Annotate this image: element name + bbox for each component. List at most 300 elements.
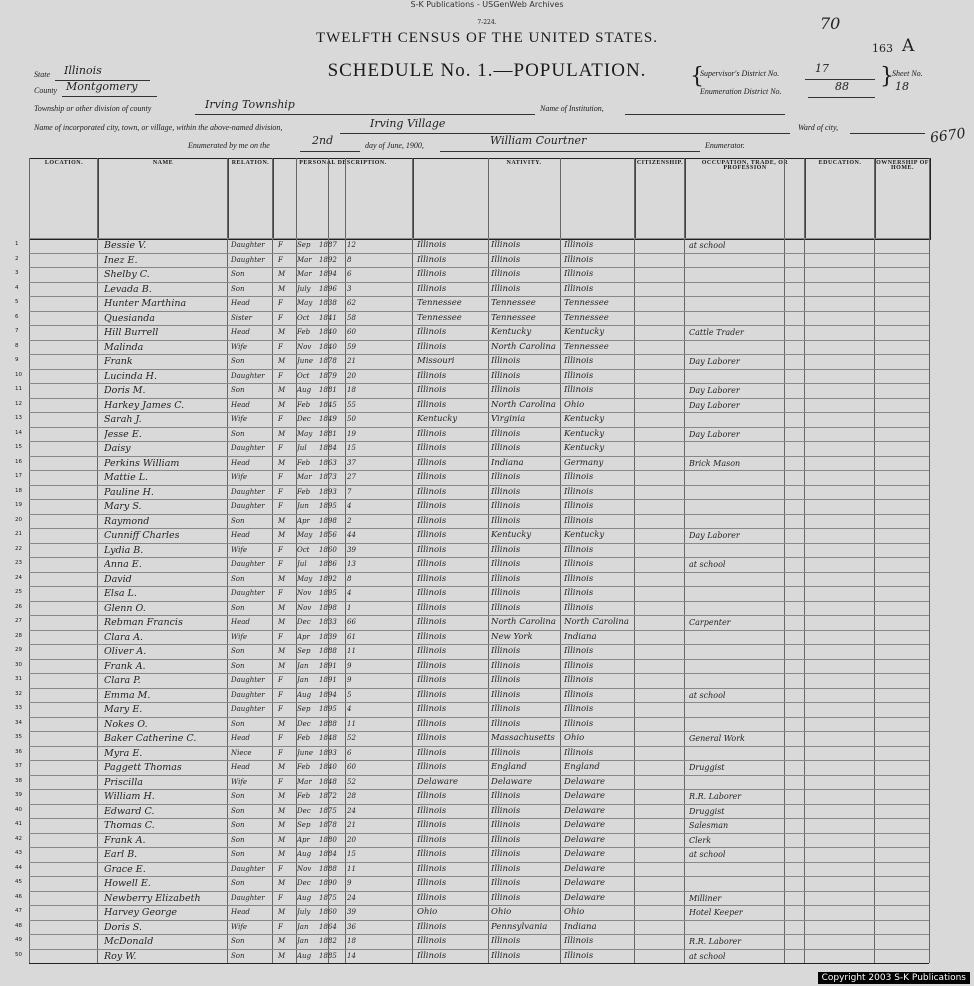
cell-sex: F [278,241,283,249]
cell-bp: Delaware [417,776,459,787]
cell-name: Grace E. [104,863,146,875]
cell-name: Cunniff Charles [104,530,180,541]
cell-mo: Aug [297,951,312,960]
cell-rel: Son [231,270,245,278]
cell-age: 66 [347,618,356,626]
cell-yr: 1833 [319,618,337,626]
county-value: Montgomery [66,80,138,93]
cell-fbp: Illinois [491,805,521,816]
cell-bp: Illinois [417,675,447,685]
cell-fbp: Illinois [491,443,521,453]
cell-yr: 1891 [319,661,337,670]
cell-occ: Day Laborer [689,386,740,395]
cell-age: 15 [347,444,356,452]
cell-age: 19 [347,429,356,438]
cell-sex: M [278,647,286,655]
cell-age: 4 [347,705,352,713]
cell-mbp: Tennessee [564,341,609,352]
cell-name: Quesianda [104,312,155,324]
cell-age: 9 [347,676,352,684]
cell-fbp: Pennsylvania [491,921,548,932]
cell-rel: Son [231,574,245,583]
cell-bp: Illinois [417,878,447,888]
cell-sex: F [278,560,283,568]
row-number: 4 [15,284,19,291]
row-number: 21 [15,531,22,537]
cell-rel: Head [231,734,250,742]
cell-mbp: Kentucky [564,428,605,439]
cell-mbp: Illinois [564,689,594,700]
cell-rel: Son [231,357,245,365]
cell-rel: Wife [231,922,248,931]
cell-fbp: Virginia [491,414,526,424]
cell-mbp: Delaware [564,820,606,830]
township-value: Irving Township [205,98,295,111]
cell-bp: Tennessee [417,312,462,323]
cell-mbp: Illinois [564,559,594,569]
cell-age: 24 [347,806,356,815]
cell-mbp: Delaware [564,878,606,888]
cell-rel: Son [231,879,245,887]
row-number: 7 [15,328,19,334]
cell-age: 62 [347,299,356,307]
cell-name: Daisy [104,443,131,454]
row-number: 20 [15,516,22,523]
cell-age: 60 [347,328,356,336]
row-number: 32 [15,690,22,697]
cell-mo: Sep [297,647,311,655]
row-number: 6 [15,313,19,320]
cell-mo: Jan [297,922,309,931]
cell-fbp: Illinois [491,704,521,714]
enumerator-label: Enumerator. [705,141,745,150]
cell-bp: Illinois [417,805,447,816]
cell-mo: Oct [297,545,310,554]
cell-age: 11 [347,719,356,728]
row-number: 47 [15,908,22,914]
cell-fbp: Illinois [491,675,521,685]
cell-bp: Illinois [417,704,447,714]
cell-occ: Carpenter [689,618,731,627]
cell-bp: Illinois [417,240,447,250]
cell-bp: Illinois [417,646,447,656]
cell-mbp: Delaware [564,776,606,787]
cell-rel: Son [231,719,245,728]
cell-yr: 1882 [319,937,337,945]
cell-sex: M [278,603,286,612]
row-number: 36 [15,748,22,755]
cell-age: 21 [347,357,356,365]
cell-fbp: Illinois [491,820,521,830]
cell-rel: Wife [231,473,248,481]
cell-yr: 1887 [319,241,337,249]
cell-mbp: Delaware [564,892,606,903]
row-number: 23 [15,560,22,566]
cell-yr: 1863 [319,458,337,467]
cell-age: 6 [347,270,352,278]
cell-sex: F [278,255,283,264]
cell-mbp: Illinois [564,718,594,729]
cell-mbp: Tennessee [564,312,609,323]
state-label: State [34,70,50,79]
cell-rel: Daughter [231,371,265,380]
cell-occ: Day Laborer [689,400,740,410]
cell-fbp: Illinois [491,878,521,888]
cell-fbp: Illinois [491,718,521,729]
cell-mo: Mar [297,270,312,278]
personal-header: PERSONAL DESCRIPTION. [273,159,414,239]
cell-fbp: North Carolina [491,399,556,410]
cell-bp: Illinois [417,254,447,265]
cell-name: Roy W. [104,950,137,962]
page-number: 163 [872,42,893,55]
cell-sex: M [278,719,286,728]
cell-name: Harvey George [104,907,178,918]
location-header: LOCATION. [30,159,99,239]
cell-name: Mary E. [104,704,143,715]
cell-sex: F [278,705,283,713]
cell-rel: Wife [231,632,248,641]
cell-mo: Aug [297,893,312,902]
cell-fbp: Illinois [491,544,521,555]
cell-age: 8 [347,255,352,264]
cell-sex: M [278,763,286,771]
row-number: 12 [15,400,22,407]
cell-age: 39 [347,908,356,916]
cell-fbp: Indiana [491,457,524,468]
cell-sex: F [278,487,283,496]
cell-sex: M [278,661,286,670]
cell-rel: Son [231,806,245,815]
cell-name: Edward C. [104,805,155,817]
cell-yr: 1881 [319,429,337,438]
cell-mo: Dec [297,719,311,728]
cell-yr: 1891 [319,676,337,684]
cell-rel: Niece [231,748,252,757]
cell-rel: Son [231,429,245,438]
row-number: 50 [15,951,22,958]
cell-rel: Son [231,603,245,612]
schedule-title: SCHEDULE No. 1.—POPULATION. [327,60,647,81]
cell-bp: Illinois [417,892,447,903]
cell-name: Mary S. [104,501,142,512]
nativity-header: NATIVITY. [413,159,636,239]
cell-name: Hunter Marthina [104,298,187,309]
cell-mbp: Delaware [564,849,606,859]
cell-name: Hill Burrell [104,327,159,338]
cell-mbp: Indiana [564,921,597,932]
row-number: 33 [15,705,22,711]
cell-mbp: Kentucky [564,443,605,453]
row-number: 35 [15,734,22,740]
cell-age: 50 [347,415,356,423]
occupation-header: OCCUPATION, TRADE, OR PROFESSION [685,159,806,239]
cell-bp: Illinois [417,269,447,279]
cell-age: 7 [347,487,352,496]
cell-sex: M [278,792,286,800]
cell-rel: Wife [231,415,248,423]
cell-fbp: Illinois [491,515,521,526]
cell-fbp: Illinois [491,573,521,584]
cell-fbp: Illinois [491,428,521,439]
cell-rel: Wife [231,777,248,786]
cell-rel: Daughter [231,893,265,902]
cell-mbp: Illinois [564,936,594,946]
cell-fbp: Illinois [491,849,521,859]
cell-mbp: Illinois [564,370,594,381]
cell-name: Oliver A. [104,646,147,657]
cell-fbp: Illinois [491,472,521,482]
publisher-header: S-K Publications - USGenWeb Archives [410,0,564,9]
cell-occ: at school [689,850,726,859]
cell-mbp: Illinois [564,675,594,685]
cell-sex: M [278,879,286,887]
cell-rel: Daughter [231,589,265,597]
row-number: 11 [15,386,22,392]
cell-mbp: Illinois [564,950,594,961]
cell-name: Nokes O. [104,718,148,730]
row-number: 14 [15,429,22,436]
cell-mo: May [297,574,313,583]
corner-number: 70 [820,14,841,33]
cell-fbp: Illinois [491,356,521,366]
cell-occ: General Work [689,734,745,743]
cell-yr: 1894 [319,270,337,278]
cell-mo: Sep [297,821,311,829]
cell-rel: Son [231,661,245,670]
cell-name: Clara P. [104,675,141,686]
row-number: 13 [15,415,22,421]
cell-sex: F [278,299,283,307]
cell-yr: 1896 [319,284,337,293]
cell-name: Paggett Thomas [104,762,182,773]
cell-yr: 1880 [319,835,337,844]
cell-sex: M [278,806,286,815]
cell-yr: 1892 [319,255,337,264]
cell-mbp: Delaware [564,805,606,816]
cell-yr: 1888 [319,864,337,873]
cell-age: 6 [347,748,352,757]
cell-yr: 1888 [319,719,337,728]
cell-rel: Daughter [231,676,265,684]
cell-fbp: Illinois [491,834,521,845]
cell-age: 20 [347,371,356,380]
cell-rel: Son [231,937,245,945]
cell-age: 55 [347,400,356,409]
cell-mo: Oct [297,371,310,380]
cell-bp: Missouri [417,356,455,366]
row-number: 1 [15,241,19,247]
row-number: 48 [15,922,22,929]
cell-yr: 1841 [319,313,337,322]
row-number: 49 [15,937,22,943]
cell-mo: Feb [297,458,311,467]
row-number: 31 [15,676,22,682]
cell-bp: Illinois [417,936,447,946]
census-title: TWELFTH CENSUS OF THE UNITED STATES. [315,30,659,46]
cell-fbp: Illinois [491,486,521,497]
row-number: 26 [15,603,22,610]
cell-rel: Daughter [231,241,265,249]
cell-yr: 1884 [319,444,337,452]
cell-yr: 1894 [319,690,337,699]
cell-age: 20 [347,835,356,844]
row-number: 34 [15,719,22,726]
ward-label: Ward of city, [798,123,839,132]
cell-bp: Illinois [417,921,447,932]
cell-fbp: Illinois [491,747,521,758]
cell-mbp: Illinois [564,515,594,526]
day-of-label: day of June, 1900, [365,141,424,150]
cell-bp: Illinois [417,385,447,395]
incorporated-value: Irving Village [370,117,446,130]
cell-name: Frank A. [104,660,146,672]
cell-rel: Son [231,516,245,525]
cell-rel: Son [231,821,245,829]
cell-yr: 1892 [319,574,337,583]
cell-sex: F [278,545,283,554]
cell-bp: Illinois [417,559,447,569]
cell-mbp: Indiana [564,631,597,642]
sheet-label: Sheet No. [892,69,923,78]
cell-mo: Feb [297,792,311,800]
cell-rel: Son [231,386,245,394]
row-number: 41 [15,821,22,827]
cell-yr: 1898 [319,603,337,612]
cell-mo: Aug [297,850,312,858]
cell-mbp: Illinois [564,501,594,511]
cell-mbp: Illinois [564,269,594,279]
cell-mbp: Illinois [564,573,594,584]
cell-bp: Illinois [417,689,447,700]
row-number: 16 [15,458,22,465]
cell-fbp: Illinois [491,240,521,250]
cell-mbp: Kentucky [564,414,605,424]
cell-fbp: Kentucky [491,327,532,337]
column-header-box [29,158,931,240]
cell-age: 12 [347,241,356,249]
row-number: 25 [15,589,22,595]
cell-age: 44 [347,531,356,539]
education-header: EDUCATION. [805,159,876,239]
cell-mo: Dec [297,618,311,626]
cell-sex: M [278,429,286,438]
cell-name: Priscilla [104,776,143,788]
cell-mo: Feb [297,400,311,409]
cell-age: 21 [347,821,356,829]
cell-yr: 1878 [319,357,337,365]
cell-mo: Sep [297,705,311,713]
row-number: 27 [15,618,22,624]
cell-mo: Feb [297,734,311,742]
cell-rel: Head [231,299,250,307]
enumeration-label: Enumeration District No. [700,87,782,96]
ownership-header: OWNERSHIP OF HOME. [876,160,929,171]
cell-age: 61 [347,632,356,641]
cell-fbp: Illinois [491,892,521,903]
cell-fbp: Tennessee [491,298,536,308]
cell-occ: Clerk [689,835,712,845]
cell-age: 58 [347,313,356,322]
cell-rel: Son [231,835,245,844]
row-number: 38 [15,777,22,784]
cell-mo: Mar [297,473,312,481]
cell-sex: F [278,502,283,510]
row-number: 45 [15,879,22,885]
cell-name: Shelby C. [104,269,150,280]
cell-fbp: Massachusetts [491,733,555,743]
cell-mbp: North Carolina [564,617,629,627]
cell-fbp: Ohio [491,907,512,917]
cell-sex: M [278,270,286,278]
cell-yr: 1895 [319,705,337,713]
cell-mbp: Delaware [564,863,606,874]
cell-name: Lydia B. [104,544,144,556]
cell-bp: Illinois [417,457,447,468]
cell-occ: at school [689,951,726,961]
cell-yr: 1878 [319,821,337,829]
cell-mbp: Delaware [564,834,606,845]
form-number: 7-224. [477,19,497,26]
cell-yr: 1898 [319,516,337,525]
cell-yr: 1873 [319,473,337,481]
cell-mo: Jul [297,444,307,452]
cell-bp: Tennessee [417,298,462,308]
cell-rel: Sister [231,313,252,322]
cell-age: 37 [347,458,356,467]
cell-bp: Illinois [417,849,447,859]
cell-yr: 1840 [319,763,337,771]
copyright-notice: Copyright 2003 S-K Publications [818,972,970,984]
cell-bp: Illinois [417,283,447,294]
cell-yr: 1895 [319,502,337,510]
cell-sex: F [278,893,283,902]
cell-occ: R.R. Laborer [689,937,742,946]
cell-mo: Jan [297,676,309,684]
cell-fbp: Illinois [491,269,521,279]
cell-mo: May [297,429,313,438]
day-value: 2nd [312,134,334,147]
cell-age: 52 [347,734,356,742]
cell-age: 15 [347,850,356,858]
cell-yr: 1875 [319,893,337,902]
cell-age: 4 [347,502,352,510]
cell-sex: F [278,342,283,351]
cell-sex: M [278,850,286,858]
cell-bp: Illinois [417,399,447,410]
cell-rel: Daughter [231,864,265,873]
cell-yr: 1856 [319,531,337,539]
cell-mbp: Illinois [564,486,594,497]
sheet-value: 18 [895,80,909,93]
cell-sex: F [278,734,283,742]
cell-name: Perkins William [104,457,180,469]
cell-bp: Illinois [417,718,447,729]
cell-name: Malinda [104,341,144,353]
cell-yr: 1895 [319,589,337,597]
cell-mbp: Illinois [564,283,594,294]
cell-yr: 1893 [319,748,337,757]
cell-rel: Son [231,284,245,293]
row-number: 37 [15,763,22,769]
cell-bp: Illinois [417,341,447,352]
cell-mbp: Illinois [564,660,594,671]
cell-bp: Illinois [417,631,447,642]
row-number: 8 [15,342,19,349]
cell-rel: Head [231,531,250,539]
cell-name: Clara A. [104,631,144,643]
cell-mbp: Illinois [564,254,594,265]
